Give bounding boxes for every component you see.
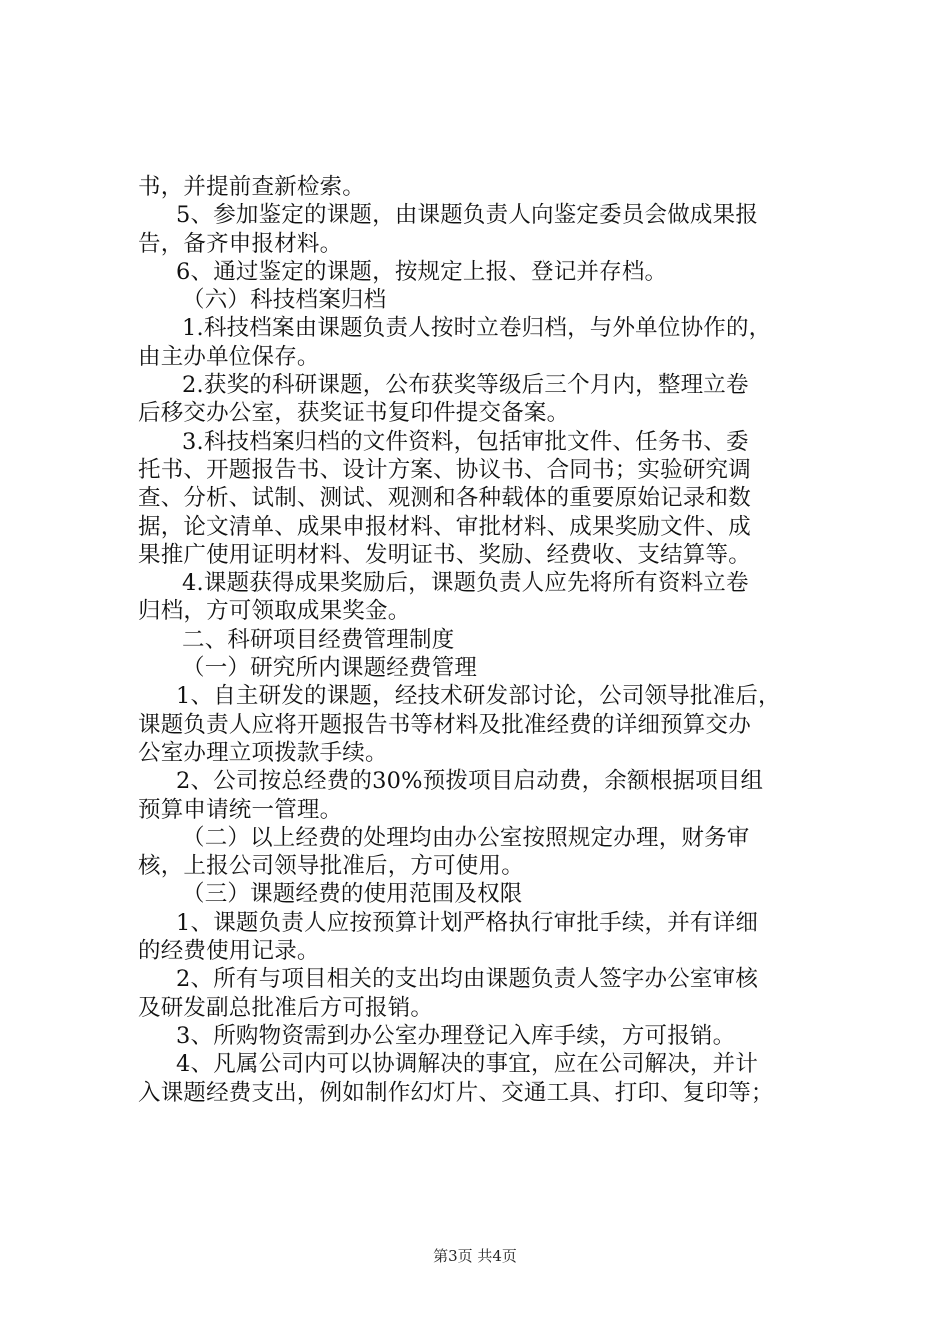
- text-line: 课题负责人应将开题报告书等材料及批准经费的详细预算交办: [138, 711, 751, 738]
- text-line: 入课题经费支出，例如制作幻灯片、交通工具、打印、复印等；: [138, 1079, 774, 1106]
- text-line: 2.获奖的科研课题，公布获奖等级后三个月内，整理立卷: [182, 372, 749, 399]
- text-line: 1、课题负责人应按预算计划严格执行审批手续，并有详细: [176, 909, 759, 936]
- text-line: 3.科技档案归档的文件资料，包括审批文件、任务书、委: [182, 428, 749, 455]
- text-line: 查、分析、试制、测试、观测和各种载体的重要原始记录和数: [138, 485, 751, 512]
- text-line: 1、自主研发的课题，经技术研发部讨论，公司领导批准后，: [176, 683, 781, 710]
- text-line: 预算申请统一管理。: [138, 796, 343, 823]
- text-line: 告，备齐申报材料。: [138, 230, 343, 257]
- text-line: 公室办理立项拨款手续。: [138, 739, 388, 766]
- text-line: 由主办单位保存。: [138, 343, 320, 370]
- section-heading: （六）科技档案归档: [182, 287, 387, 314]
- text-line: 4.课题获得成果奖励后，课题负责人应先将所有资料立卷: [182, 570, 749, 597]
- text-line: 书，并提前查新检索。: [138, 174, 366, 200]
- text-line: （二）以上经费的处理均由办公室按照规定办理，财务审: [182, 824, 750, 851]
- text-line: 的经费使用记录。: [138, 938, 320, 965]
- text-line: 归档，方可领取成果奖金。: [138, 598, 411, 625]
- page-number-footer: 第3页 共4页: [433, 1247, 517, 1265]
- section-heading: （一）研究所内课题经费管理: [182, 655, 478, 682]
- section-heading: （三）课题经费的使用范围及权限: [182, 881, 523, 908]
- text-line: 2、公司按总经费的30%预拨项目启动费，余额根据项目组: [176, 768, 764, 795]
- text-line: 果推广使用证明材料、发明证书、奖励、经费收、支结算等。: [138, 541, 751, 568]
- text-line: 3、所购物资需到办公室办理登记入库手续，方可报销。: [176, 1022, 736, 1049]
- text-line: 托书、开题报告书、设计方案、协议书、合同书；实验研究调: [138, 456, 751, 483]
- text-line: 6、通过鉴定的课题，按规定上报、登记并存档。: [176, 258, 668, 285]
- text-line: 及研发副总批准后方可报销。: [138, 994, 434, 1021]
- text-line: 核，上报公司领导批准后，方可使用。: [138, 853, 524, 880]
- text-line: 2、所有与项目相关的支出均由课题负责人签字办公室审核: [176, 966, 759, 993]
- text-line: 5、参加鉴定的课题，由课题负责人向鉴定委员会做成果报: [176, 202, 759, 229]
- text-line: 据，论文清单、成果申报材料、审批材料、成果奖励文件、成: [138, 513, 751, 540]
- text-line: 后移交办公室，获奖证书复印件提交备案。: [138, 400, 570, 427]
- text-line: 1.科技档案由课题负责人按时立卷归档，与外单位协作的，: [182, 315, 772, 342]
- section-heading: 二、科研项目经费管理制度: [182, 626, 455, 653]
- text-line: 4、凡属公司内可以协调解决的事宜，应在公司解决，并计: [176, 1051, 759, 1078]
- document-body: [138, 173, 838, 1107]
